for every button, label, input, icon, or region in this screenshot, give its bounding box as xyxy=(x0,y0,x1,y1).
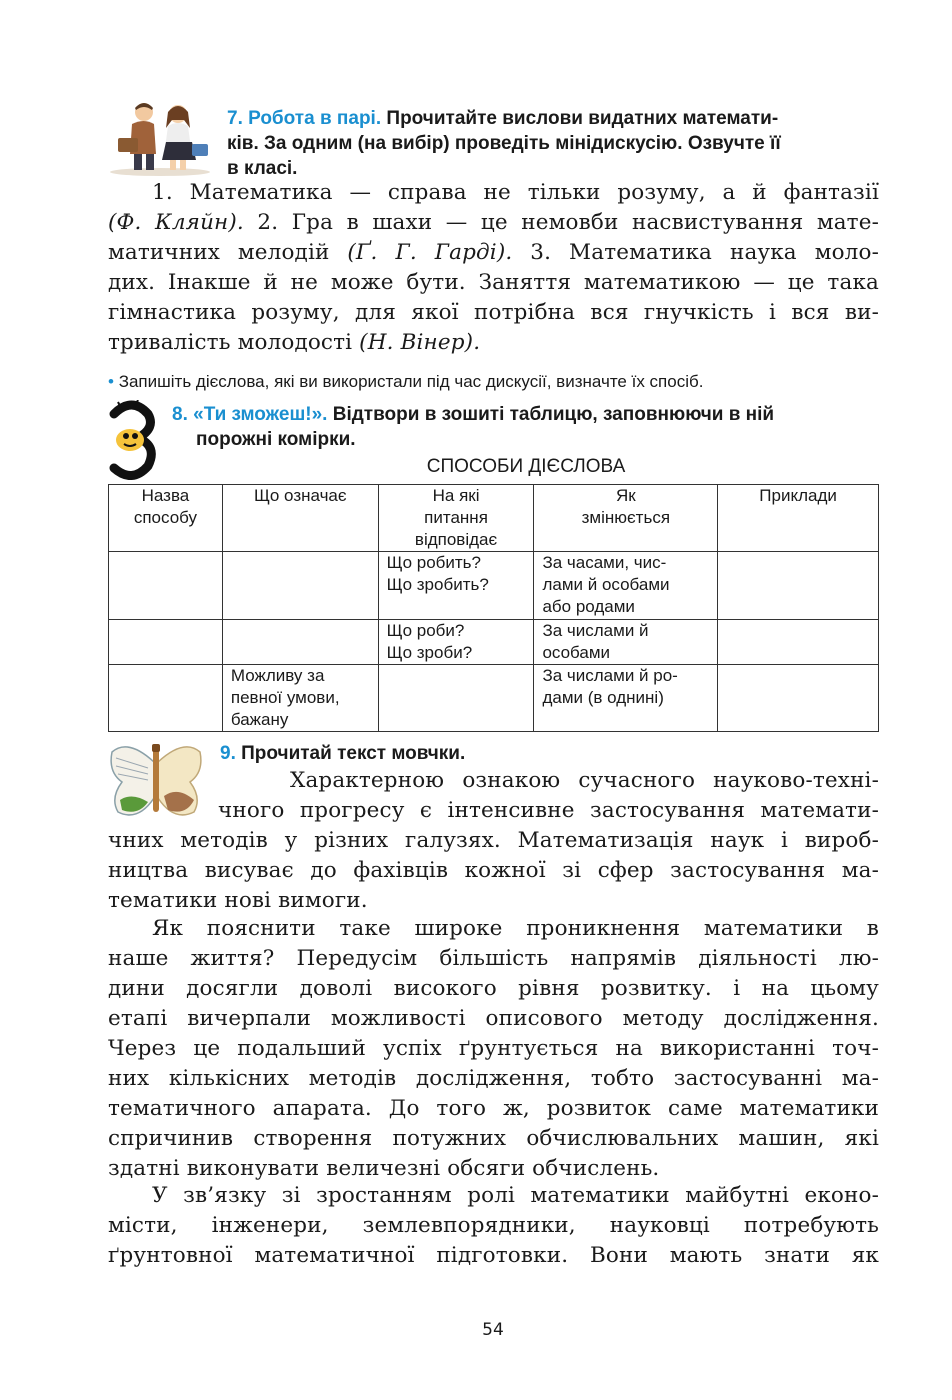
task-7-instruction-line: Прочитайте вислови видатних математи- xyxy=(386,108,779,129)
table-cell: Що роби? Що зроби? xyxy=(378,620,534,665)
table-cell xyxy=(109,620,223,665)
task-7-number: 7. Робота в парі. xyxy=(227,108,382,129)
quote-author: (Ф. Кляйн). xyxy=(108,210,244,235)
table-cell: Що робить? Що зробить? xyxy=(378,552,534,620)
text-line: Характерною ознакою сучасного науково-техні- xyxy=(290,768,879,793)
table-cell xyxy=(718,665,879,732)
task-9-paragraph-1-cont xyxy=(108,826,879,916)
bullet-icon: • xyxy=(108,372,114,391)
page-number: 54 xyxy=(482,1320,504,1340)
task-9-instruction: Прочитай текст мовчки. xyxy=(241,743,466,764)
task-7-instruction-line: в класі. xyxy=(227,158,298,179)
text-line: чних методів у різних галузях. Математизація наук і вироб- xyxy=(108,828,879,853)
text-line: Як пояснити таке широке проникнення математики в xyxy=(152,916,879,941)
task-9-paragraph-2 xyxy=(108,914,879,1184)
task-8-heading xyxy=(172,402,882,452)
table-cell: За числами й особами xyxy=(534,620,718,665)
text-line: місти, інженери, землевпорядники, науковці потребують xyxy=(108,1213,879,1238)
task-9-paragraph-1 xyxy=(218,766,879,826)
text-line: ництва висуває до фахівців кожної зі сфер застосування ма- xyxy=(108,858,879,883)
text-line: них кількісних методів дослідження, тобто застосуванні ма- xyxy=(108,1066,879,1091)
table-cell xyxy=(109,552,223,620)
quote-author: (Ґ. Г. Гарді). xyxy=(347,240,513,265)
text-line: тематичного апарата. До того ж, розвиток саме математики xyxy=(108,1096,879,1121)
text-line: Через це подальший успіх ґрунтується на використанні точ- xyxy=(108,1036,879,1061)
text-line: спричинив створення потужних обчислювальних машин, які xyxy=(108,1126,879,1151)
task-8-instruction-line: Відтвори в зошиті таблицю, заповнюючи в ній xyxy=(332,404,775,425)
quote-line: дих. Інакше й не може бути. Заняття математикою — це така xyxy=(108,270,879,295)
table-cell: За числами й ро- дами (в однині) xyxy=(534,665,718,732)
header-cell: На які питання відповідає xyxy=(378,485,534,552)
table-row xyxy=(109,552,879,620)
header-cell: Як змінюється xyxy=(534,485,718,552)
table-cell: За часами, чис- лами й особами або родами xyxy=(534,552,718,620)
quote-author: (Н. Вінер). xyxy=(359,330,481,355)
table-cell: Можливу за певної умови, бажану xyxy=(222,665,378,732)
table-cell xyxy=(378,665,534,732)
note-text: Запишіть дієслова, які ви використали під час дискусії, визначте їх спосіб. xyxy=(118,372,704,391)
text-line: ґрунтовної математичної підготовки. Вони мають знати як xyxy=(108,1243,879,1268)
task-7-heading xyxy=(227,106,879,181)
task-9-number: 9. xyxy=(220,743,236,764)
header-cell: Назва способу xyxy=(109,485,223,552)
task-8-number: 8. «Ти зможеш!». xyxy=(172,404,328,425)
task-9-heading xyxy=(220,741,860,766)
task-7-instruction-line: ків. За одним (на вибір) проведіть мінідискусію. Озвучте її xyxy=(227,133,781,154)
task-7-quotes xyxy=(108,178,879,358)
text-line: чного прогресу є інтенсивне застосування математи- xyxy=(218,798,879,823)
text-line: здатні виконувати величезні обсяги обчислень. xyxy=(108,1156,660,1181)
table-cell xyxy=(718,552,879,620)
quote-line: гімнастика розуму, для якої потрібна вся гнучкість і вся ви- xyxy=(108,300,879,325)
table-cell xyxy=(222,620,378,665)
table-row xyxy=(109,665,879,732)
text-line: тематики нові вимоги. xyxy=(108,888,368,913)
text-line: дини досягли доволі високого рівня розвитку. і на цьому xyxy=(108,976,879,1001)
quote-line: (Ф. Кляйн). 2. Гра в шахи — це немовби насвистування мате- xyxy=(108,210,879,235)
table-cell xyxy=(718,620,879,665)
reading-butterfly-icon xyxy=(108,742,204,820)
table-title: СПОСОБИ ДІЄСЛОВА xyxy=(426,456,626,477)
verb-moods-table xyxy=(108,484,879,732)
quote-line: тривалість молодості (Н. Вінер). xyxy=(108,330,481,355)
table-cell xyxy=(222,552,378,620)
header-cell: Приклади xyxy=(718,485,879,552)
task-7-note xyxy=(108,371,908,393)
text-line: наше життя? Передусім більшість напрямів діяльності лю- xyxy=(108,946,879,971)
table-row xyxy=(109,620,879,665)
text-line: етапі вичерпали можливості описового методу дослідження. xyxy=(108,1006,879,1031)
pair-work-illustration xyxy=(108,98,212,176)
table-cell xyxy=(109,665,223,732)
task-9-paragraph-3 xyxy=(108,1181,879,1271)
text-line: У зв’язку зі зростанням ролі математики майбутні еконо- xyxy=(152,1183,879,1208)
table-header-row xyxy=(109,485,879,552)
quote-line: матичних мелодій (Ґ. Г. Гарді). 3. Математика наука моло- xyxy=(108,240,879,265)
quote-line: 1. Математика — справа не тільки розуму, а й фантазії xyxy=(152,180,879,205)
task-8-instruction-line: порожні комірки. xyxy=(196,429,356,450)
header-cell: Що означає xyxy=(222,485,378,552)
